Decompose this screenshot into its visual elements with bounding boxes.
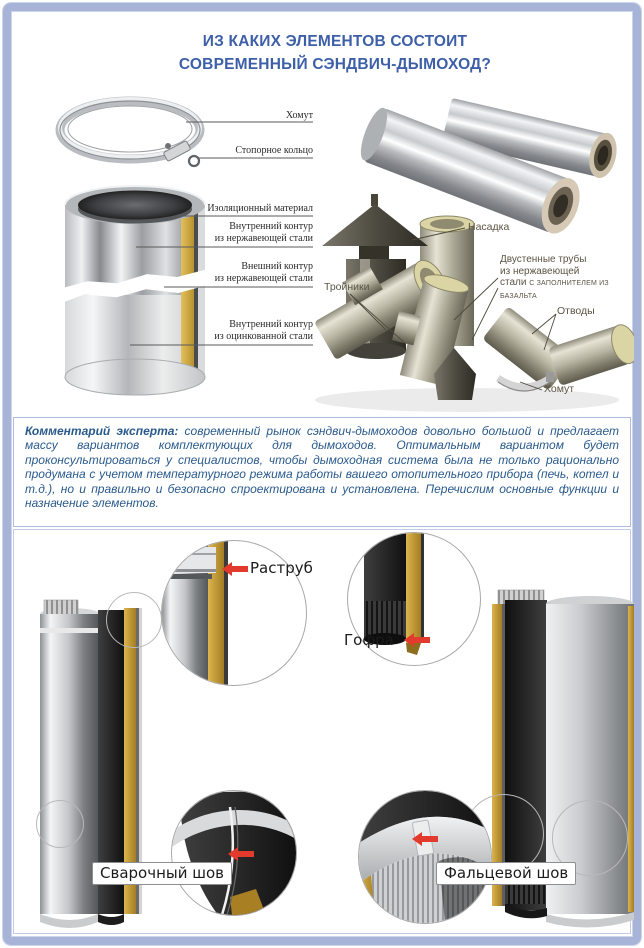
double-wall-tubes-image: [355, 97, 621, 239]
label-stopornoe-koltso: Стопорное кольцо: [235, 145, 313, 156]
label-izolyatsionny-material: Изоляционный материал: [207, 203, 313, 214]
stopper-ring-illustration: [189, 156, 199, 166]
sandwich-pipe-cutaway-diagram: [18, 88, 338, 408]
label-faltsevoy-shov: Фальцевой шов: [436, 862, 576, 885]
expert-commentary-box: [13, 417, 631, 527]
red-arrow-icon: [222, 562, 248, 576]
label-rastrub: Раструб: [250, 559, 313, 577]
label-troyniki: Тройники: [324, 281, 370, 293]
commentary-body: современный рынок сэндвич-дымоходов довольно большой и предлагает массу вариантов комплектующих для дымоходов. Оптимальным вариантом будет проконсультироваться у специалистов, чтобы дымоходная система была не только рационально продумана с учетом температурного режима работы вашего отопительного прибора (печь, котел и т.д.), но и правильно и безопасно спроектирована и установлена. Перечислим основные функции и назначение элементов.: [25, 424, 619, 511]
faltsevoy-shov-detail-image: [359, 791, 491, 923]
label-nasadka: Насадка: [468, 221, 510, 233]
red-arrow-icon: [404, 633, 430, 647]
label-otvody: Отводы: [557, 305, 595, 317]
pipe-section-illustration: [57, 186, 210, 395]
faltsevoy-shov-detail-inset: [358, 790, 492, 924]
chimney-parts-photo: [302, 82, 634, 414]
clamp-ring-illustration: [60, 99, 200, 162]
detail-indicator-circle: [36, 800, 84, 848]
commentary-lead: Комментарий эксперта:: [25, 424, 179, 438]
detail-indicator-circle: [106, 592, 162, 648]
label-vnutrenny-kontur-otsink: Внутренний контур из оцинкованной стали: [214, 319, 313, 342]
label-gofra: Гофра: [344, 631, 394, 649]
page-title-line2: СОВРЕМЕННЫЙ СЭНДВИЧ-ДЫМОХОД?: [178, 56, 492, 74]
label-khomut-photo: Хомут: [544, 383, 575, 395]
page-title: [13, 30, 644, 77]
label-vnutrenny-kontur-nerzh: Внутренний контур из нержавеющей стали: [214, 221, 313, 244]
label-dvustennye-truby: Двустенные трубы из нержавеющей стали С ЗАПОЛНИТЕЛЕМ ИЗ БАЗАЛЬТА: [500, 254, 609, 300]
label-khomut: Хомут: [285, 110, 313, 121]
red-arrow-icon: [412, 832, 438, 846]
expert-commentary-text: [25, 424, 619, 510]
page-title-line1: ИЗ КАКИХ ЭЛЕМЕНТОВ СОСТОИТ: [202, 33, 468, 50]
label-svarochny-shov: Сварочный шов: [92, 862, 232, 885]
red-arrow-icon: [228, 847, 254, 861]
label-vneshny-kontur: Внешний контур из нержавеющей стали: [214, 261, 313, 284]
